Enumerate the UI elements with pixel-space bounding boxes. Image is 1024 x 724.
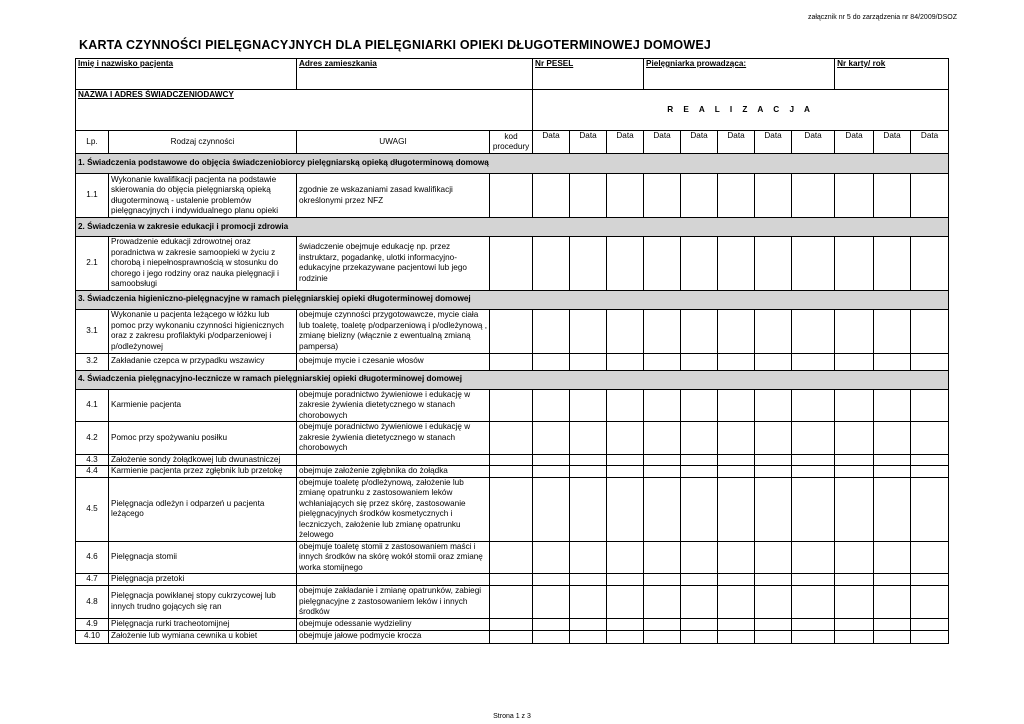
date-cell[interactable]: [755, 466, 792, 478]
row-activity: Założenie lub wymiana cewnika u kobiet: [109, 630, 297, 643]
date-cell[interactable]: [718, 541, 755, 574]
date-cell[interactable]: [644, 353, 681, 370]
row-lp: 2.1: [76, 237, 109, 291]
date-cell[interactable]: [835, 477, 874, 541]
date-cell[interactable]: [835, 237, 874, 291]
row-notes: obejmuje toaletę p/odleżynową, założenie lub zmianę opatrunku z zastosowaniem leków wchłaniających się przez skórę, zastosowanie pielęgnacyjnych środków kosmetycznych i leczniczych, założenie lub zmianę opatrunku żelowego: [297, 477, 490, 541]
row-activity: Pomoc przy spożywaniu posiłku: [109, 422, 297, 455]
date-cell[interactable]: [570, 630, 607, 643]
table-row: [76, 541, 949, 574]
date-cell[interactable]: [835, 630, 874, 643]
date-cell[interactable]: [874, 454, 911, 466]
row-activity: Karmienie pacjenta: [109, 389, 297, 422]
date-cell[interactable]: [681, 174, 718, 218]
column-date: Data: [911, 131, 949, 154]
date-cell[interactable]: [874, 353, 911, 370]
row-notes: zgodnie ze wskazaniami zasad kwalifikacji określonymi przez NFZ: [297, 174, 490, 218]
table-row: [76, 477, 949, 541]
date-cell[interactable]: [607, 454, 644, 466]
date-cell[interactable]: [718, 353, 755, 370]
date-cell[interactable]: [570, 237, 607, 291]
procedure-code-cell[interactable]: [490, 618, 533, 630]
date-cell[interactable]: [681, 422, 718, 455]
date-cell[interactable]: [792, 630, 835, 643]
date-cell[interactable]: [533, 586, 570, 619]
column-notes: UWAGI: [297, 131, 490, 154]
date-cell[interactable]: [835, 389, 874, 422]
row-notes: [297, 454, 490, 466]
row-notes: obejmuje założenie zgłębnika do żołądka: [297, 466, 490, 478]
date-cell[interactable]: [644, 454, 681, 466]
date-cell[interactable]: [792, 422, 835, 455]
date-cell[interactable]: [718, 574, 755, 586]
date-cell[interactable]: [533, 574, 570, 586]
row-lp: 4.10: [76, 630, 109, 643]
date-cell[interactable]: [911, 422, 949, 455]
column-date: Data: [835, 131, 874, 154]
table-row: [76, 454, 949, 466]
date-cell[interactable]: [835, 618, 874, 630]
row-activity: Pielęgnacja stomii: [109, 541, 297, 574]
date-cell[interactable]: [755, 454, 792, 466]
date-cell[interactable]: [792, 541, 835, 574]
table-row: [76, 574, 949, 586]
date-cell[interactable]: [533, 454, 570, 466]
date-cell[interactable]: [570, 618, 607, 630]
row-activity: Wykonanie kwalifikacji pacjenta na podstawie skierowania do objęcia pielęgniarską opieką długoterminową - ustalenie problemów pielęgnacyjnych i indywidualnego planu opieki: [109, 174, 297, 218]
date-cell[interactable]: [718, 586, 755, 619]
column-date: Data: [644, 131, 681, 154]
date-cell[interactable]: [533, 618, 570, 630]
date-cell[interactable]: [607, 630, 644, 643]
date-cell[interactable]: [644, 309, 681, 353]
date-cell[interactable]: [874, 422, 911, 455]
date-cell[interactable]: [644, 630, 681, 643]
date-cell[interactable]: [681, 454, 718, 466]
date-cell[interactable]: [607, 574, 644, 586]
date-cell[interactable]: [644, 466, 681, 478]
row-lp: 4.3: [76, 454, 109, 466]
date-cell[interactable]: [718, 237, 755, 291]
row-notes: [297, 574, 490, 586]
date-cell[interactable]: [533, 237, 570, 291]
row-activity: Pielęgnacja przetoki: [109, 574, 297, 586]
date-cell[interactable]: [755, 353, 792, 370]
date-cell[interactable]: [911, 353, 949, 370]
date-cell[interactable]: [570, 586, 607, 619]
column-date: Data: [607, 131, 644, 154]
date-cell[interactable]: [792, 618, 835, 630]
date-cell[interactable]: [792, 574, 835, 586]
table-row: [76, 466, 949, 478]
date-cell[interactable]: [644, 174, 681, 218]
date-cell[interactable]: [755, 477, 792, 541]
row-notes: świadczenie obejmuje edukację np. przez instruktarz, pogadankę, ulotki informacyjno-edukacyjne przekazywane pacjentowi lub jego rodzinie: [297, 237, 490, 291]
date-cell[interactable]: [874, 174, 911, 218]
date-cell[interactable]: [792, 237, 835, 291]
row-notes: obejmuje zakładanie i zmianę opatrunków, zabiegi pielęgnacyjne z zastosowaniem leków i innych środków: [297, 586, 490, 619]
column-date: Data: [874, 131, 911, 154]
date-cell[interactable]: [533, 389, 570, 422]
section-title: 3. Świadczenia higieniczno-pielęgnacyjne w ramach pielęgniarskiej opieki długoterminowej domowej: [76, 290, 949, 309]
table-row: [76, 630, 949, 643]
date-cell[interactable]: [533, 466, 570, 478]
date-cell[interactable]: [570, 574, 607, 586]
date-cell[interactable]: [681, 586, 718, 619]
date-cell[interactable]: [911, 237, 949, 291]
date-cell[interactable]: [835, 422, 874, 455]
date-cell[interactable]: [607, 618, 644, 630]
row-notes: obejmuje poradnictwo żywieniowe i edukację w zakresie żywienia dietetycznego w stanach chorobowych: [297, 422, 490, 455]
date-cell[interactable]: [681, 309, 718, 353]
date-cell[interactable]: [792, 309, 835, 353]
table-row: [76, 389, 949, 422]
date-cell[interactable]: [835, 466, 874, 478]
date-cell[interactable]: [874, 389, 911, 422]
date-cell[interactable]: [570, 389, 607, 422]
column-header-row: [76, 131, 949, 154]
card-number-field[interactable]: Nr karty/ rok: [835, 59, 949, 90]
row-activity: Zakładanie czepca w przypadku wszawicy: [109, 353, 297, 370]
header-fields-row: [76, 59, 949, 90]
date-cell[interactable]: [755, 586, 792, 619]
row-lp: 4.9: [76, 618, 109, 630]
date-cell[interactable]: [681, 389, 718, 422]
date-cell[interactable]: [874, 477, 911, 541]
row-activity: Założenie sondy żołądkowej lub dwunastniczej: [109, 454, 297, 466]
date-cell[interactable]: [607, 353, 644, 370]
date-cell[interactable]: [607, 309, 644, 353]
date-cell[interactable]: [681, 541, 718, 574]
procedure-code-cell[interactable]: [490, 477, 533, 541]
care-activities-table: [75, 58, 949, 644]
date-cell[interactable]: [835, 174, 874, 218]
table-row: [76, 309, 949, 353]
procedure-code-cell[interactable]: [490, 389, 533, 422]
column-date: Data: [718, 131, 755, 154]
date-cell[interactable]: [755, 237, 792, 291]
date-cell[interactable]: [644, 618, 681, 630]
date-cell[interactable]: [755, 309, 792, 353]
date-cell[interactable]: [792, 454, 835, 466]
row-notes: obejmuje mycie i czesanie włosów: [297, 353, 490, 370]
date-cell[interactable]: [681, 630, 718, 643]
date-cell[interactable]: [718, 477, 755, 541]
date-cell[interactable]: [874, 466, 911, 478]
row-lp: 4.7: [76, 574, 109, 586]
procedure-code-cell[interactable]: [490, 574, 533, 586]
date-cell[interactable]: [911, 466, 949, 478]
procedure-code-cell[interactable]: [490, 454, 533, 466]
date-cell[interactable]: [607, 477, 644, 541]
date-cell[interactable]: [874, 541, 911, 574]
date-cell[interactable]: [718, 466, 755, 478]
date-cell[interactable]: [755, 174, 792, 218]
date-cell[interactable]: [718, 389, 755, 422]
date-cell[interactable]: [644, 422, 681, 455]
date-cell[interactable]: [792, 174, 835, 218]
date-cell[interactable]: [835, 309, 874, 353]
section-header-row: [76, 370, 949, 389]
page-title: KARTA CZYNNOŚCI PIELĘGNACYJNYCH DLA PIELĘGNIARKI OPIEKI DŁUGOTERMINOWEJ DOMOWEJ: [79, 38, 712, 52]
column-activity: Rodzaj czynności: [109, 131, 297, 154]
row-notes: obejmuje odessanie wydzieliny: [297, 618, 490, 630]
date-cell[interactable]: [911, 586, 949, 619]
date-cell[interactable]: [874, 630, 911, 643]
date-cell[interactable]: [644, 477, 681, 541]
date-cell[interactable]: [874, 309, 911, 353]
date-cell[interactable]: [718, 309, 755, 353]
date-cell[interactable]: [874, 586, 911, 619]
section-header-row: [76, 290, 949, 309]
row-lp: 3.2: [76, 353, 109, 370]
date-cell[interactable]: [644, 237, 681, 291]
procedure-code-cell[interactable]: [490, 466, 533, 478]
date-cell[interactable]: [607, 237, 644, 291]
date-cell[interactable]: [792, 353, 835, 370]
date-cell[interactable]: [570, 466, 607, 478]
row-notes: obejmuje poradnictwo żywieniowe i edukację w zakresie żywienia dietetycznego w stanach chorobowych: [297, 389, 490, 422]
date-cell[interactable]: [644, 586, 681, 619]
date-cell[interactable]: [644, 541, 681, 574]
date-cell[interactable]: [718, 174, 755, 218]
date-cell[interactable]: [911, 174, 949, 218]
row-lp: 4.8: [76, 586, 109, 619]
date-cell[interactable]: [681, 466, 718, 478]
date-cell[interactable]: [792, 477, 835, 541]
column-date: Data: [533, 131, 570, 154]
date-cell[interactable]: [607, 174, 644, 218]
date-cell[interactable]: [755, 574, 792, 586]
provider-field[interactable]: NAZWA I ADRES ŚWIADCZENIODAWCY: [76, 90, 533, 131]
table-row: [76, 237, 949, 291]
procedure-code-cell[interactable]: [490, 630, 533, 643]
date-cell[interactable]: [911, 454, 949, 466]
provider-row: [76, 90, 949, 131]
section-title: 1. Świadczenia podstawowe do objęcia świadczeniobiorcy pielęgniarską opieką długoterminową domową: [76, 154, 949, 174]
date-cell[interactable]: [570, 174, 607, 218]
date-cell[interactable]: [874, 574, 911, 586]
address-field[interactable]: Adres zamieszkania: [297, 59, 533, 90]
date-cell[interactable]: [911, 541, 949, 574]
row-activity: Wykonanie u pacjenta leżącego w łóżku lub pomoc przy wykonaniu czynności higienicznych oraz z zakresu profilaktyki p/odparzeniowej i p/odleżynowej: [109, 309, 297, 353]
column-date: Data: [755, 131, 792, 154]
date-cell[interactable]: [911, 309, 949, 353]
row-activity: Prowadzenie edukacji zdrowotnej oraz poradnictwa w zakresie samoopieki w życiu z chorobą i niepełnosprawnością w stosunku do chorego i jego rodziny oraz nauka pielęgnacji i samoobsługi: [109, 237, 297, 291]
table-row: [76, 586, 949, 619]
date-cell[interactable]: [874, 237, 911, 291]
date-cell[interactable]: [718, 630, 755, 643]
date-cell[interactable]: [533, 174, 570, 218]
section-header-row: [76, 218, 949, 237]
table-row: [76, 174, 949, 218]
date-cell[interactable]: [792, 389, 835, 422]
date-cell[interactable]: [792, 586, 835, 619]
date-cell[interactable]: [835, 541, 874, 574]
date-cell[interactable]: [755, 389, 792, 422]
column-date: Data: [792, 131, 835, 154]
date-cell[interactable]: [570, 309, 607, 353]
date-cell[interactable]: [835, 353, 874, 370]
date-cell[interactable]: [874, 618, 911, 630]
date-cell[interactable]: [533, 541, 570, 574]
row-lp: 4.4: [76, 466, 109, 478]
nurse-field[interactable]: Pielęgniarka prowadząca:: [644, 59, 835, 90]
section-header-row: [76, 154, 949, 174]
attachment-note: załącznik nr 5 do zarządzenia nr 84/2009/DSOZ: [807, 14, 957, 21]
date-cell[interactable]: [911, 630, 949, 643]
section-title: 2. Świadczenia w zakresie edukacji i promocji zdrowia: [76, 218, 949, 237]
date-cell[interactable]: [570, 454, 607, 466]
pesel-field[interactable]: Nr PESEL: [533, 59, 644, 90]
date-cell[interactable]: [533, 422, 570, 455]
date-cell[interactable]: [607, 586, 644, 619]
date-cell[interactable]: [681, 353, 718, 370]
row-notes: obejmuje toaletę stomii z zastosowaniem maści i innych środków na skórę wokół stomii oraz zmianę worka stomijnego: [297, 541, 490, 574]
date-cell[interactable]: [718, 422, 755, 455]
date-cell[interactable]: [644, 574, 681, 586]
date-cell[interactable]: [755, 630, 792, 643]
row-activity: Karmienie pacjenta przez zgłębnik lub przetokę: [109, 466, 297, 478]
date-cell[interactable]: [911, 618, 949, 630]
row-lp: 1.1: [76, 174, 109, 218]
row-notes: obejmuje czynności przygotowawcze, mycie ciała lub toaletę, toaletę p/odparzeniową i p/odleżynową , zmianę bielizny (włącznie z ewentualną zmianą pampersa): [297, 309, 490, 353]
procedure-code-cell[interactable]: [490, 353, 533, 370]
row-activity: Pielęgnacja odleżyn i odparzeń u pacjenta leżącego: [109, 477, 297, 541]
date-cell[interactable]: [755, 618, 792, 630]
row-lp: 4.5: [76, 477, 109, 541]
date-cell[interactable]: [718, 454, 755, 466]
date-cell[interactable]: [533, 353, 570, 370]
realizacja-label: R E A L I Z A C J A: [533, 90, 949, 131]
section-title: 4. Świadczenia pielęgnacyjno-lecznicze w ramach pielęgniarskiej opieki długoterminowej domowej: [76, 370, 949, 389]
date-cell[interactable]: [755, 422, 792, 455]
table-row: [76, 618, 949, 630]
column-date: Data: [570, 131, 607, 154]
date-cell[interactable]: [911, 574, 949, 586]
date-cell[interactable]: [792, 466, 835, 478]
date-cell[interactable]: [911, 477, 949, 541]
date-cell[interactable]: [533, 309, 570, 353]
date-cell[interactable]: [607, 389, 644, 422]
date-cell[interactable]: [681, 237, 718, 291]
procedure-code-cell[interactable]: [490, 541, 533, 574]
procedure-code-cell[interactable]: [490, 309, 533, 353]
date-cell[interactable]: [718, 618, 755, 630]
date-cell[interactable]: [570, 541, 607, 574]
column-date: Data: [681, 131, 718, 154]
patient-name-field[interactable]: Imię i nazwisko pacjenta: [76, 59, 297, 90]
row-lp: 3.1: [76, 309, 109, 353]
row-lp: 4.6: [76, 541, 109, 574]
row-notes: obejmuje jałowe podmycie krocza: [297, 630, 490, 643]
date-cell[interactable]: [681, 574, 718, 586]
procedure-code-cell[interactable]: [490, 174, 533, 218]
row-lp: 4.2: [76, 422, 109, 455]
row-lp: 4.1: [76, 389, 109, 422]
page-footer: Strona 1 z 3: [493, 713, 531, 720]
procedure-code-cell[interactable]: [490, 586, 533, 619]
table-row: [76, 353, 949, 370]
date-cell[interactable]: [644, 389, 681, 422]
date-cell[interactable]: [835, 586, 874, 619]
procedure-code-cell[interactable]: [490, 422, 533, 455]
date-cell[interactable]: [533, 630, 570, 643]
column-lp: Lp.: [76, 131, 109, 154]
date-cell[interactable]: [607, 422, 644, 455]
procedure-code-cell[interactable]: [490, 237, 533, 291]
table-row: [76, 422, 949, 455]
date-cell[interactable]: [835, 574, 874, 586]
row-activity: Pielęgnacja rurki tracheotomijnej: [109, 618, 297, 630]
column-code: kod procedury: [490, 131, 533, 154]
date-cell[interactable]: [570, 353, 607, 370]
date-cell[interactable]: [533, 477, 570, 541]
date-cell[interactable]: [570, 477, 607, 541]
date-cell[interactable]: [607, 541, 644, 574]
date-cell[interactable]: [755, 541, 792, 574]
date-cell[interactable]: [570, 422, 607, 455]
date-cell[interactable]: [681, 618, 718, 630]
date-cell[interactable]: [681, 477, 718, 541]
row-activity: Pielęgnacja powikłanej stopy cukrzycowej lub innych trudno gojących się ran: [109, 586, 297, 619]
date-cell[interactable]: [607, 466, 644, 478]
date-cell[interactable]: [835, 454, 874, 466]
date-cell[interactable]: [911, 389, 949, 422]
